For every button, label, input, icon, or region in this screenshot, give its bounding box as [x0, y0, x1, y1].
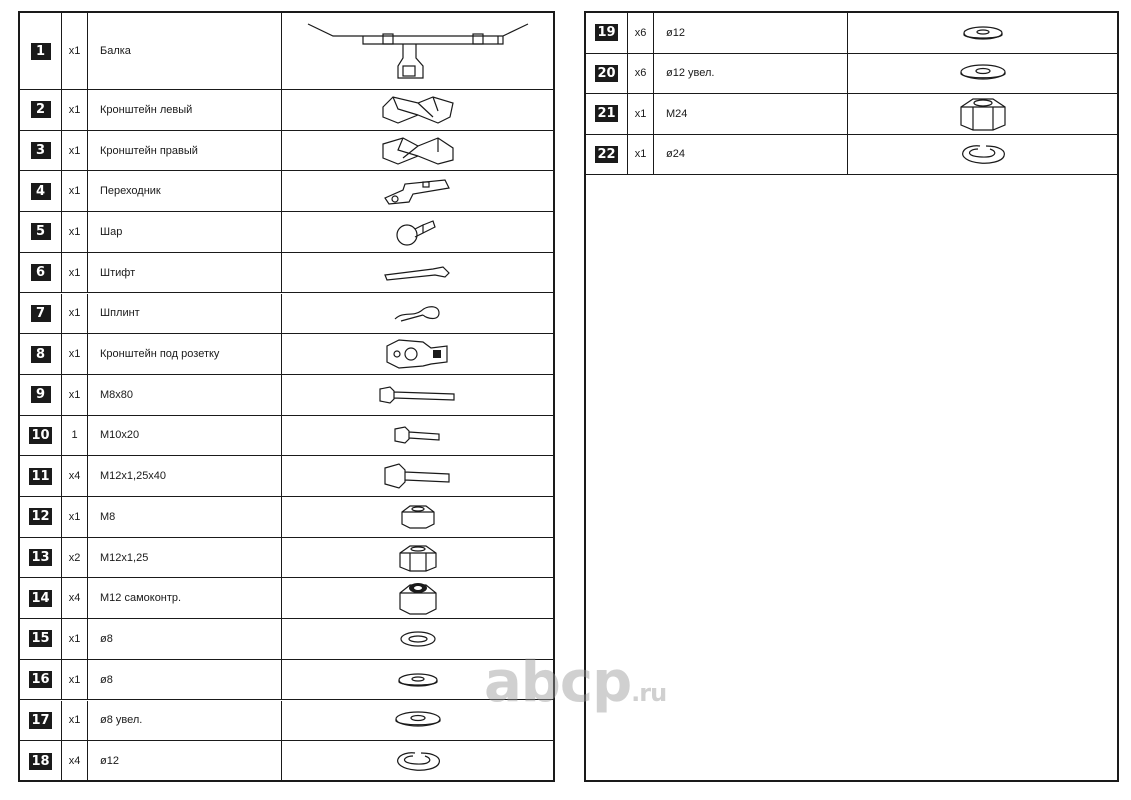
- part-number-badge: 15: [31, 631, 50, 647]
- part-number-badge: 9: [31, 386, 51, 403]
- bolt-large-icon: [282, 456, 553, 496]
- part-quantity: x6: [628, 54, 654, 94]
- table-row: [20, 497, 553, 538]
- watermark-brand: abcp: [484, 650, 632, 715]
- part-quantity: x4: [62, 456, 88, 496]
- watermark-tld: .ru: [631, 679, 667, 707]
- part-name: M10x20: [88, 416, 282, 456]
- pin-icon: [282, 253, 553, 293]
- flat-washer-icon: [848, 13, 1117, 53]
- part-number-cell: [586, 54, 628, 94]
- part-number-badge: 20: [597, 65, 616, 81]
- part-quantity: x1: [62, 334, 88, 374]
- part-quantity: x1: [62, 131, 88, 171]
- part-name: M8: [88, 497, 282, 537]
- spring-washer-large-icon: [282, 741, 553, 781]
- part-number-badge: 21: [597, 106, 616, 122]
- part-number-cell: [20, 212, 62, 252]
- bolt-short-icon: [282, 416, 553, 456]
- table-row: [20, 578, 553, 619]
- part-number-badge: 4: [31, 183, 51, 200]
- part-number-cell: [20, 375, 62, 415]
- part-name: M8x80: [88, 375, 282, 415]
- hex-nut-small-icon: [282, 497, 553, 537]
- table-row: [20, 334, 553, 375]
- part-name: M12x1,25: [88, 538, 282, 578]
- part-number-cell: [20, 294, 62, 334]
- part-name: ø8: [88, 660, 282, 700]
- part-quantity: x1: [628, 94, 654, 134]
- part-name: ø24: [654, 135, 848, 175]
- table-row: [20, 90, 553, 131]
- table-row: [20, 538, 553, 579]
- table-row: [20, 741, 553, 782]
- part-number-cell: [586, 135, 628, 175]
- part-number-cell: [586, 94, 628, 134]
- part-number-cell: [586, 13, 628, 53]
- part-quantity: 1: [62, 416, 88, 456]
- table-row: [20, 294, 553, 335]
- part-number-cell: [20, 619, 62, 659]
- table-row: [20, 171, 553, 212]
- table-row: [20, 253, 553, 294]
- table-row: [20, 13, 553, 90]
- part-quantity: x4: [62, 578, 88, 618]
- bracket-left-icon: [282, 90, 553, 130]
- part-number-badge: 12: [31, 509, 50, 525]
- hex-nut-large-icon: [848, 94, 1117, 134]
- part-quantity: x1: [62, 294, 88, 334]
- part-number-cell: [20, 497, 62, 537]
- part-quantity: x1: [62, 619, 88, 659]
- table-row: [586, 94, 1117, 135]
- part-name: Кронштейн правый: [88, 131, 282, 171]
- adapter-icon: [282, 171, 553, 211]
- part-name: Переходник: [88, 171, 282, 211]
- part-quantity: x1: [62, 375, 88, 415]
- part-name: ø12: [88, 741, 282, 781]
- part-quantity: x1: [62, 90, 88, 130]
- part-quantity: x1: [62, 660, 88, 700]
- table-row: [20, 131, 553, 172]
- part-name: Шар: [88, 212, 282, 252]
- table-row: [20, 701, 553, 742]
- table-row: [20, 416, 553, 457]
- part-number-badge: 7: [31, 305, 51, 322]
- socket-bracket-icon: [282, 334, 553, 374]
- part-name: M12 самоконтр.: [88, 578, 282, 618]
- part-number-cell: [20, 701, 62, 741]
- part-quantity: x1: [62, 212, 88, 252]
- part-quantity: x1: [62, 253, 88, 293]
- part-number-badge: 22: [597, 146, 616, 162]
- part-number-cell: [20, 90, 62, 130]
- part-name: ø8 увел.: [88, 701, 282, 741]
- part-number-badge: 8: [31, 346, 51, 363]
- bolt-long-icon: [282, 375, 553, 415]
- table-row: [20, 212, 553, 253]
- part-name: M24: [654, 94, 848, 134]
- part-number-badge: 19: [597, 25, 616, 41]
- part-number-badge: 16: [31, 672, 50, 688]
- part-quantity: x1: [628, 135, 654, 175]
- part-quantity: x1: [62, 171, 88, 211]
- part-name: Балка: [88, 13, 282, 89]
- flat-washer-large-icon: [848, 54, 1117, 94]
- part-number-badge: 3: [31, 142, 51, 159]
- part-number-badge: 2: [31, 101, 51, 118]
- table-row: [20, 456, 553, 497]
- part-number-badge: 5: [31, 223, 51, 240]
- part-quantity: x2: [62, 538, 88, 578]
- part-quantity: x6: [628, 13, 654, 53]
- part-number-cell: [20, 131, 62, 171]
- part-number-badge: 18: [31, 753, 50, 769]
- part-name: Штифт: [88, 253, 282, 293]
- part-quantity: x4: [62, 741, 88, 781]
- table-row: [20, 619, 553, 660]
- part-number-cell: [20, 416, 62, 456]
- part-number-cell: [20, 456, 62, 496]
- watermark-logo: [484, 650, 666, 715]
- part-number-cell: [20, 253, 62, 293]
- table-row: [20, 660, 553, 701]
- part-number-cell: [20, 578, 62, 618]
- bracket-right-icon: [282, 131, 553, 171]
- part-quantity: x1: [62, 13, 88, 89]
- part-number-cell: [20, 741, 62, 781]
- part-number-badge: 14: [31, 590, 50, 606]
- part-number-badge: 13: [31, 550, 50, 566]
- hex-nut-icon: [282, 538, 553, 578]
- part-number-cell: [20, 660, 62, 700]
- part-name: ø8: [88, 619, 282, 659]
- part-number-badge: 17: [31, 712, 50, 728]
- lock-nut-icon: [282, 578, 553, 618]
- part-number-cell: [20, 13, 62, 89]
- part-quantity: x1: [62, 701, 88, 741]
- part-name: M12x1,25x40: [88, 456, 282, 496]
- part-name: ø12 увел.: [654, 54, 848, 94]
- part-number-badge: 1: [31, 43, 51, 60]
- part-name: Шплинт: [88, 294, 282, 334]
- cotter-pin-icon: [282, 294, 553, 334]
- part-number-cell: [20, 171, 62, 211]
- parts-table-left: [18, 11, 555, 782]
- part-number-badge: 11: [31, 468, 50, 484]
- towbar-beam-icon: [282, 13, 553, 89]
- spring-washer-large-icon: [848, 135, 1117, 175]
- part-quantity: x1: [62, 497, 88, 537]
- part-number-cell: [20, 538, 62, 578]
- part-name: ø12: [654, 13, 848, 53]
- table-row: [20, 375, 553, 416]
- table-row: [586, 135, 1117, 176]
- part-name: Кронштейн под розетку: [88, 334, 282, 374]
- tow-ball-icon: [282, 212, 553, 252]
- part-number-cell: [20, 334, 62, 374]
- part-number-badge: 6: [31, 264, 51, 281]
- part-name: Кронштейн левый: [88, 90, 282, 130]
- table-row: [586, 13, 1117, 54]
- part-number-badge: 10: [31, 427, 50, 443]
- table-row: [586, 54, 1117, 95]
